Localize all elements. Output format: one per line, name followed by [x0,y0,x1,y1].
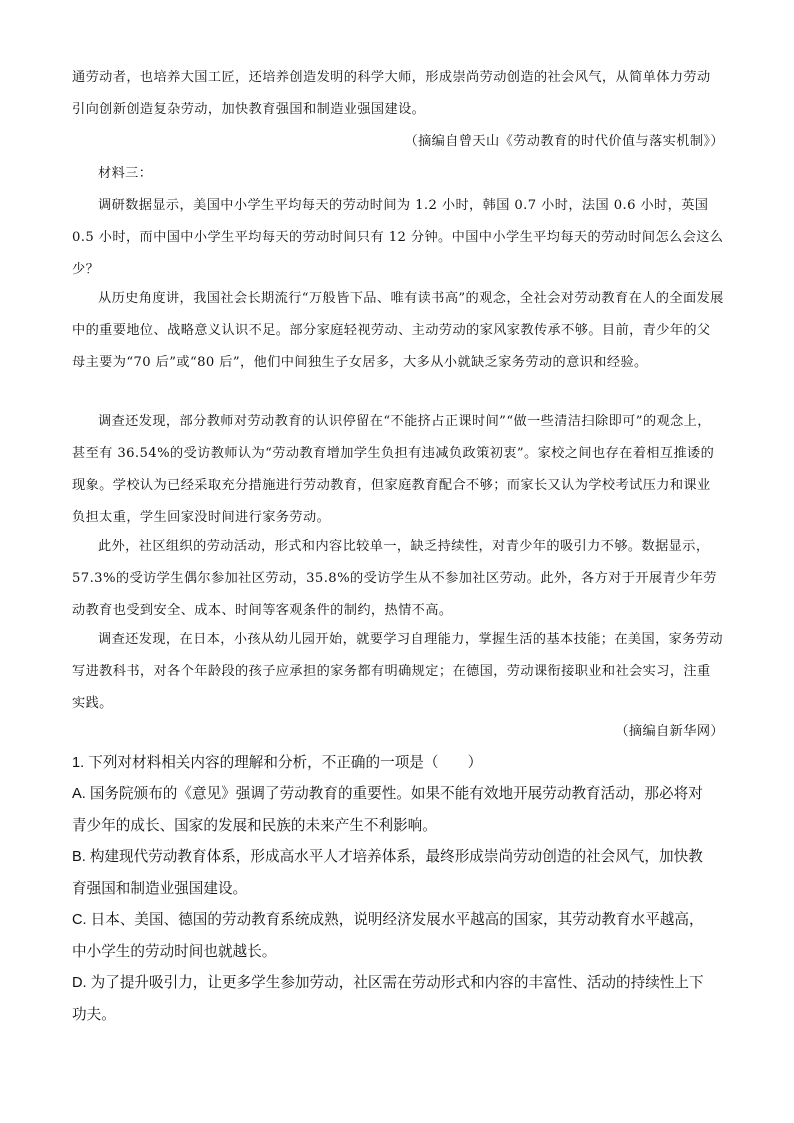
material-paragraph: 调查还发现，在日本，小孩从幼儿园开始，就要学习自理能力，掌握生活的基本技能；在美国，家务劳动写进教科书，对各个年龄段的孩子应承担的家务都有明确规定；在德国，劳动课衔接职业和社会实习，注重实践。 [72,632,724,711]
option-c: C. 日本、美国、德国的劳动教育系统成熟，说明经济发展水平越高的国家，其劳动教育水平越高，中小学生的劳动时间也就越长。 [72,912,704,960]
material-continuation: 通劳动者，也培养大国工匠，还培养创造发明的科学大师，形成崇尚劳动创造的社会风气，从简单体力劳动引向创新创造复杂劳动，加快教育强国和制造业强国建设。 [72,70,711,117]
material-paragraph: 调查还发现，部分教师对劳动教育的认识停留在“不能挤占正课时间”“做一些清洁扫除即可”的观念上，甚至有 36.54%的受访教师认为“劳动教育增加学生负担有违减负政策初衷”。家校之间也存在着相互推诿的现象。学校认为已经采取充分措施进行劳动教育，但家庭教育配合不够；而家长又认为学校考试压力和课业负担太重，学生回家没时间进行家务劳动。 [72,414,715,525]
source-citation-2: （摘编自新华网） [615,724,724,739]
material-paragraph: 从历史角度讲，我国社会长期流行“万般皆下品、唯有读书高”的观念，全社会对劳动教育在人的全面发展中的重要地位、战略意义认识不足。部分家庭轻视劳动、主动劳动的家风家教传承不够。目前，青少年的父母主要为“70 后”或“80 后”，他们中间独生子女居多，大多从小就缺乏家务劳动的意识和经验。 [72,291,724,370]
material-paragraph: 此外，社区组织的劳动活动，形式和内容比较单一，缺乏持续性，对青少年的吸引力不够。数据显示，57.3%的受访学生偶尔参加社区劳动，35.8%的受访学生从不参加社区劳动。此外，各方对于开展青少年劳动教育也受到安全、成本、时间等客观条件的制约，热情不高。 [72,539,717,618]
question-stem: 1. 下列对材料相关内容的理解和分析，不正确的一项是（ ） [72,755,483,771]
option-b: B. 构建现代劳动教育体系，形成高水平人才培养体系，最终形成崇尚劳动创造的社会风气，加快教育强国和制造业强国建设。 [72,849,703,897]
source-citation-1: （摘编自曾天山《劳动教育的时代价值与落实机制》） [404,134,724,149]
material-paragraph: 调研数据显示，美国中小学生平均每天的劳动时间为 1.2 小时，韩国 0.7 小时，法国 0.6 小时，英国 0.5 小时，而中国中小学生平均每天的劳动时间只有 12 分钟。中国中小学生平均每天的劳动时间怎么会这么少？ [72,198,724,277]
material-3-heading: 材料三： [98,166,153,181]
option-a: A. 国务院颁布的《意见》强调了劳动教育的重要性。如果不能有效地开展劳动教育活动，那必将对青少年的成长、国家的发展和民族的未来产生不利影响。 [72,786,703,834]
option-d: D. 为了提升吸引力，让更多学生参加劳动，社区需在劳动形式和内容的丰富性、活动的持续性上下功夫。 [72,975,704,1023]
